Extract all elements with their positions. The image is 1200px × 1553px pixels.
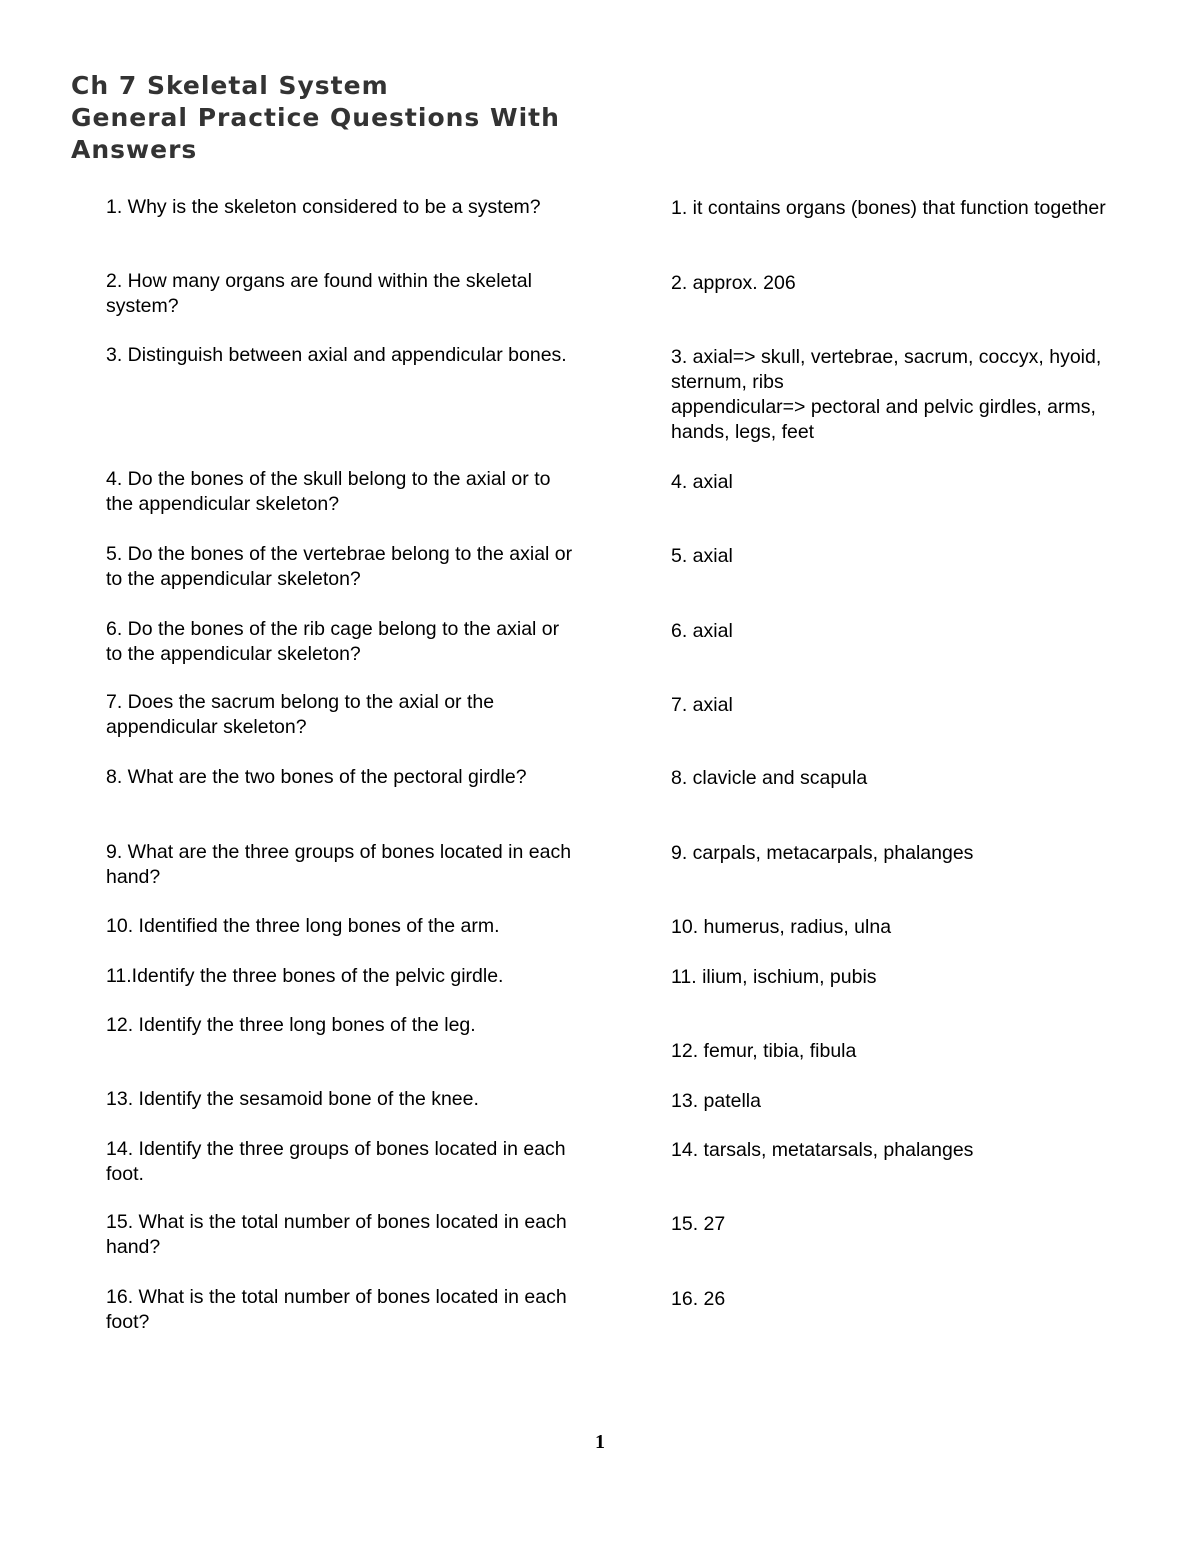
answer-line: appendicular=> pectoral and pelvic girdles, arms, hands, legs, feet <box>671 396 1096 443</box>
question-text: 14. Identify the three groups of bones located in each foot. <box>106 1138 566 1185</box>
answer-text <box>671 196 1111 221</box>
answer-line: 3. axial=> skull, vertebrae, sacrum, coccyx, hyoid, sternum, ribs <box>671 346 1102 393</box>
answer-line: 2. approx. 206 <box>671 272 796 294</box>
answer-line: 8. clavicle and scapula <box>671 767 868 789</box>
answer-line: 12. femur, tibia, fibula <box>671 1040 857 1062</box>
question-text: 11.Identify the three bones of the pelvic girdle. <box>106 965 504 987</box>
answer-line: 5. axial <box>671 545 733 567</box>
question-text: 2. How many organs are found within the skeletal system? <box>106 270 532 317</box>
answer-text <box>671 915 1111 940</box>
answer-text <box>671 619 1111 644</box>
answer-line: 6. axial <box>671 620 733 642</box>
answer-text <box>671 1089 1111 1114</box>
answer-text <box>671 271 1111 296</box>
question-text: 6. Do the bones of the rib cage belong to the axial or to the appendicular skeleton? <box>106 618 560 665</box>
answer-text <box>671 1212 1111 1237</box>
answer-line: 16. 26 <box>671 1288 726 1310</box>
page-number: 1 <box>595 1431 605 1453</box>
question-text: 16. What is the total number of bones located in each foot? <box>106 1286 567 1333</box>
answer-text <box>671 470 1111 495</box>
question-text: 13. Identify the sesamoid bone of the knee. <box>106 1088 479 1110</box>
answer-text <box>671 766 1111 791</box>
answer-text <box>671 1138 1111 1163</box>
answer-line: 1. it contains organs (bones) that function together <box>671 197 1106 219</box>
question-text: 12. Identify the three long bones of the leg. <box>106 1014 476 1036</box>
question-text: 15. What is the total number of bones located in each hand? <box>106 1211 567 1258</box>
answer-text <box>671 544 1111 569</box>
answer-line: 15. 27 <box>671 1213 726 1235</box>
answer-text <box>671 693 1111 718</box>
answer-line: 13. patella <box>671 1090 761 1112</box>
title-line: Answers <box>71 135 198 164</box>
question-text: 8. What are the two bones of the pectoral girdle? <box>106 766 527 788</box>
question-text: 1. Why is the skeleton considered to be a system? <box>106 196 541 218</box>
answer-line: 9. carpals, metacarpals, phalanges <box>671 842 974 864</box>
answer-line: 4. axial <box>671 471 733 493</box>
question-text: 5. Do the bones of the vertebrae belong to the axial or to the appendicular skeleton? <box>106 543 573 590</box>
answer-text <box>671 1039 1111 1064</box>
answer-line: 11. ilium, ischium, pubis <box>671 966 877 988</box>
answer-line: 10. humerus, radius, ulna <box>671 916 892 938</box>
question-text: 9. What are the three groups of bones located in each hand? <box>106 841 572 888</box>
question-text: 4. Do the bones of the skull belong to the axial or to the appendicular skeleton? <box>106 468 551 515</box>
answer-text <box>671 841 1111 866</box>
answer-text <box>671 965 1111 990</box>
page-title <box>71 70 631 166</box>
title-line: Ch 7 Skeletal System <box>71 71 389 100</box>
question-text: 3. Distinguish between axial and appendicular bones. <box>106 344 567 366</box>
question-text: 10. Identified the three long bones of the arm. <box>106 915 500 937</box>
answer-line: 14. tarsals, metatarsals, phalanges <box>671 1139 974 1161</box>
answer-line: 7. axial <box>671 694 733 716</box>
answer-text <box>671 1287 1111 1312</box>
question-text: 7. Does the sacrum belong to the axial or the appendicular skeleton? <box>106 691 495 738</box>
title-line: General Practice Questions With <box>71 103 560 132</box>
answer-text <box>671 345 1111 445</box>
